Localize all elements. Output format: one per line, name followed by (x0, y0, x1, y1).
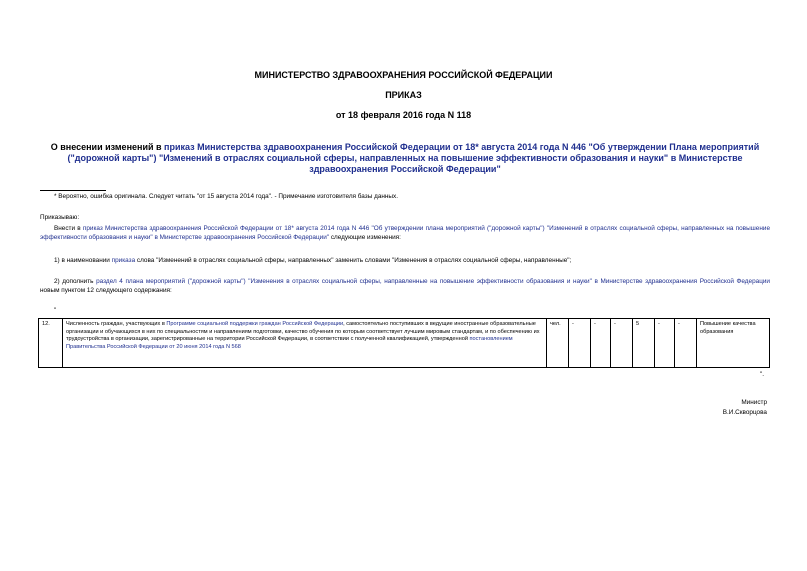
cell-value-5: - (655, 319, 675, 368)
intro-order-link[interactable]: приказ Министерства здравоохранения Российской Федерации от 18* августа 2014 года N 446 "Об утверждении плана мероприятий ("дорожной карты") "Изменений в отраслях социальной сферы, направленных на повышение эффективности образования и науки" в Министерстве здравоохранения Российской Федерации" (40, 225, 770, 241)
document-type: ПРИКАЗ (385, 90, 422, 100)
item-2-pre: 2) дополнить (54, 278, 97, 285)
cell-value-2: - (591, 319, 611, 368)
cell-unit: чел. (547, 319, 569, 368)
order-word: Приказываю: (40, 214, 80, 221)
cell-value-3: - (611, 319, 633, 368)
intro-post: следующие изменения: (329, 234, 401, 241)
intro-pre: Внести в (54, 225, 83, 232)
ministry-title: МИНИСТЕРСТВО ЗДРАВООХРАНЕНИЯ РОССИЙСКОЙ ФЕДЕРАЦИИ (254, 70, 553, 80)
heading-order-link[interactable]: приказ Министерства здравоохранения Российской Федерации от 18* августа 2014 года N 446 "Об утверждении Плана мероприятий ("дорожной карты") "Изменений в отраслях социальной сферы, направленных на повышение эффективности образования и науки" в Министерстве здравоохранения Российской Федерации" (67, 142, 760, 174)
cell-number: 12. (39, 319, 63, 368)
plan-item-table (38, 318, 770, 368)
item-2-post: новым пунктом 12 следующего содержания: (40, 287, 172, 294)
item-1-link[interactable]: приказа (111, 257, 136, 264)
desc-program-link[interactable]: Программе социальной поддержки граждан Российской Федерации (166, 321, 344, 327)
signatory-name: В.И.Скворцова (722, 409, 767, 416)
closing-quote: ". (760, 371, 765, 378)
opening-quote: " (54, 307, 57, 314)
item-1-pre: 1) в наименовании (54, 257, 112, 264)
heading-prefix: О внесении изменений в (50, 142, 165, 152)
document-date-number: от 18 февраля 2016 года N 118 (335, 110, 472, 120)
cell-result: Повышение качества образования (697, 319, 770, 368)
intro-paragraph (40, 224, 770, 242)
desc-mid: , самостоятельно поступивших в ведущие иностранные образовательные организации и обучающихся в них по специальностям и направлениям подготовки, качество обучения по которым соответствует лучшим мировым стандартам, и по обеспечению их трудоустройства в организации, зарегистрированные на территории Российской Федерации, в соответствии с полученной квалификацией, утвержденной (66, 321, 540, 342)
cell-value-1: - (569, 319, 591, 368)
footnote-rule (40, 190, 106, 191)
item-1-post: слова "Изменений в отраслях социальной сферы, направленных" заменить словами "Изменения в отраслях социальной сферы, направленные"; (135, 257, 572, 264)
desc-resolution-link[interactable]: постановлением Правительства Российской Федерации от 20 июня 2014 года N 568 (66, 336, 513, 350)
cell-value-6: - (675, 319, 697, 368)
item-1-paragraph (40, 256, 770, 265)
table-row (39, 319, 770, 368)
cell-value-4: 5 (633, 319, 655, 368)
document-heading (40, 142, 770, 175)
footnote: * Вероятно, ошибка оригинала. Следует читать "от 15 августа 2014 года". - Примечание изготовителя базы данных. (54, 193, 398, 200)
cell-description (63, 319, 547, 368)
signatory-title: Министр (741, 399, 767, 406)
item-2-link[interactable]: раздел 4 плана мероприятий ("дорожной карты") "Изменения в отраслях социальной сферы, направленные на повышение эффективности образования и науки" в Министерстве здравоохранения Российской Федерации (96, 278, 770, 285)
item-2-paragraph (40, 277, 770, 295)
desc-pre: Численность граждан, участвующих в (66, 321, 167, 327)
